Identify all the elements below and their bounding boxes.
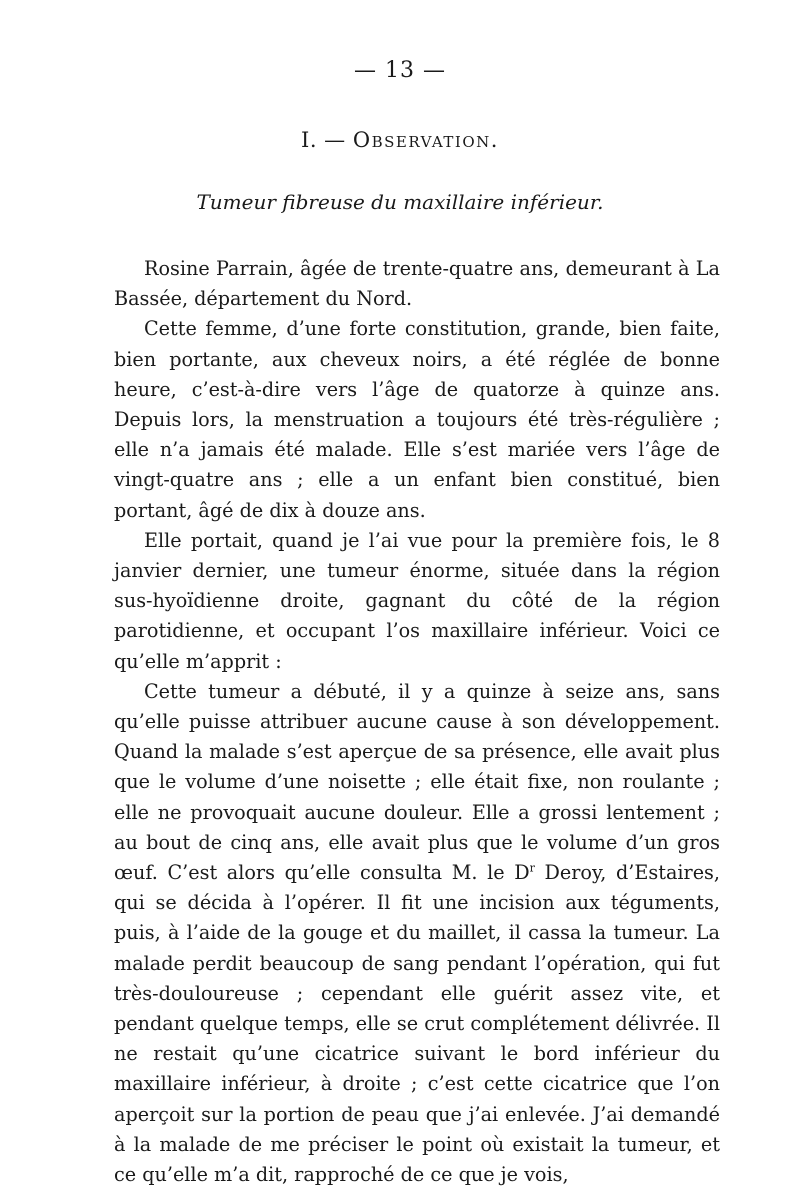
body-text — [114, 254, 720, 1190]
paragraph-4-part-1: Cette tumeur a débuté, il y a quinze à seize ans, sans qu’elle puisse attribuer aucune cause à son développement. Quand la malade s’est aperçue de sa présence, elle avait plus que le volume d’une noisette ; elle était fixe, non roulante ; elle ne provoquait aucune douleur. Elle a grossi lentement ; au bout de cinq ans, elle avait plus que le volume d’un gros œuf. C’est alors qu’elle consulta M. le D — [114, 679, 720, 885]
paragraph-3: Elle portait, quand je l’ai vue pour la première fois, le 8 janvier dernier, une tumeur énorme, située dans la région sus-hyoïdienne droite, gagnant du côté de la région parotidienne, et occupant l’os maxillaire inférieur. Voici ce qu’elle m’apprit : — [114, 528, 720, 673]
page-number: — 13 — — [354, 58, 446, 83]
doctor-abbrev-sup: r — [529, 861, 535, 875]
paragraph-4 — [114, 677, 720, 1190]
paragraph-1: Rosine Parrain, âgée de trente-quatre ans, demeurant à La Bassée, département du Nord. — [114, 257, 720, 311]
case-subtitle: Tumeur fibreuse du maxillaire inférieur. — [196, 190, 604, 214]
section-number: I. — — [301, 128, 346, 152]
section-title: Observation. — [352, 128, 499, 152]
section-heading — [0, 128, 800, 152]
paragraph-2: Cette femme, d’une forte constitution, grande, bien faite, bien portante, aux cheveux noirs, a été réglée de bonne heure, c’est-à-dire vers l’âge de quatorze à quinze ans. Depuis lors, la menstruation a toujours été très-régulière ; elle n’a jamais été malade. Elle s’est mariée vers l’âge de vingt-quatre ans ; elle a un enfant bien constitué, bien portant, âgé de dix à douze ans. — [114, 317, 720, 522]
paragraph-4-part-2: Deroy, d’Estaires, qui se décida à l’opérer. Il fit une incision aux téguments, puis, à l’aide de la gouge et du maillet, il cassa la tumeur. La malade perdit beaucoup de sang pendant l’opération, qui fut très-douloureuse ; cependant elle guérit assez vite, et pendant quelque temps, elle se crut complétement délivrée. Il ne restait qu’une cicatrice suivant le bord inférieur du maxillaire inférieur, à droite ; c’est cette cicatrice que l’on aperçoit sur la portion de peau que j’ai enlevée. J’ai demandé à la malade de me préciser le point où existait la tumeur, et ce qu’elle m’a dit, rapproché de ce que je vois, — [114, 861, 721, 1187]
